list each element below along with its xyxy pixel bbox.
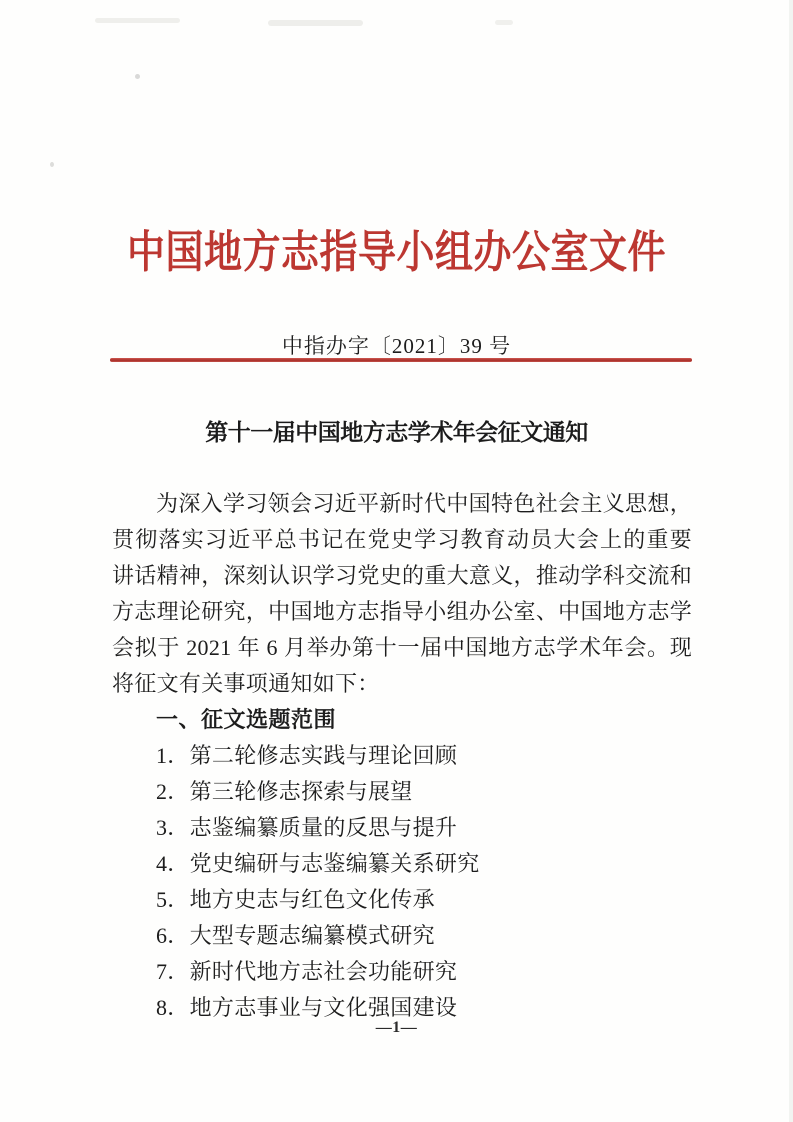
list-item-number: 4． — [156, 851, 190, 876]
list-item-number: 7． — [156, 959, 190, 984]
list-item — [112, 738, 692, 774]
red-divider-line — [110, 358, 692, 362]
intro-line: 方志理论研究，中国地方志指导小组办公室、中国地方志学 — [112, 599, 692, 624]
list-item-number: 8． — [156, 995, 190, 1020]
scan-speck — [50, 162, 54, 167]
list-item-text: 大型专题志编纂模式研究 — [189, 923, 435, 948]
scan-edge-tint — [789, 0, 793, 1122]
scan-smudge — [95, 18, 180, 23]
list-item-text: 第三轮修志探索与展望 — [189, 779, 413, 804]
list-item-number: 5． — [156, 887, 190, 912]
list-item-number: 2． — [156, 779, 190, 804]
intro-line: 将征文有关事项通知如下： — [112, 671, 380, 696]
list-item-text: 志鉴编纂质量的反思与提升 — [189, 815, 458, 840]
intro-line: 贯彻落实习近平总书记在党史学习教育动员大会上的重要 — [112, 527, 692, 552]
page-number: —1— — [375, 1019, 418, 1036]
scan-speck — [135, 74, 140, 79]
scan-smudge — [268, 20, 363, 26]
list-item-text: 地方志事业与文化强国建设 — [189, 995, 458, 1020]
list-item — [112, 774, 692, 810]
section-heading: 一、征文选题范围 — [156, 707, 337, 732]
scan-smudge — [495, 20, 513, 25]
list-item — [112, 810, 692, 846]
list-item-text: 地方史志与红色文化传承 — [189, 887, 435, 912]
intro-line: 会拟于 2021 年 6 月举办第十一届中国地方志学术年会。现 — [112, 635, 692, 660]
list-item-text: 第二轮修志实践与理论回顾 — [189, 743, 458, 768]
intro-line: 讲话精神，深刻认识学习党史的重大意义，推动学科交流和 — [112, 563, 692, 588]
list-item — [112, 846, 692, 882]
list-item-number: 6． — [156, 923, 190, 948]
list-item — [112, 954, 692, 990]
list-item-number: 1． — [156, 743, 190, 768]
list-item — [112, 918, 692, 954]
intro-line: 为深入学习领会习近平新时代中国特色社会主义思想， — [156, 491, 692, 516]
topic-list — [112, 738, 692, 1026]
notice-body — [112, 486, 692, 1026]
notice-title: 第十一届中国地方志学术年会征文通知 — [205, 420, 588, 445]
list-item-text: 党史编研与志鉴编纂关系研究 — [189, 851, 480, 876]
list-item-number: 3． — [156, 815, 190, 840]
document-number: 中指办字〔2021〕39 号 — [281, 334, 512, 358]
list-item — [112, 882, 692, 918]
list-item-text: 新时代地方志社会功能研究 — [189, 959, 458, 984]
document-header-title: 中国地方志指导小组办公室文件 — [126, 228, 666, 278]
